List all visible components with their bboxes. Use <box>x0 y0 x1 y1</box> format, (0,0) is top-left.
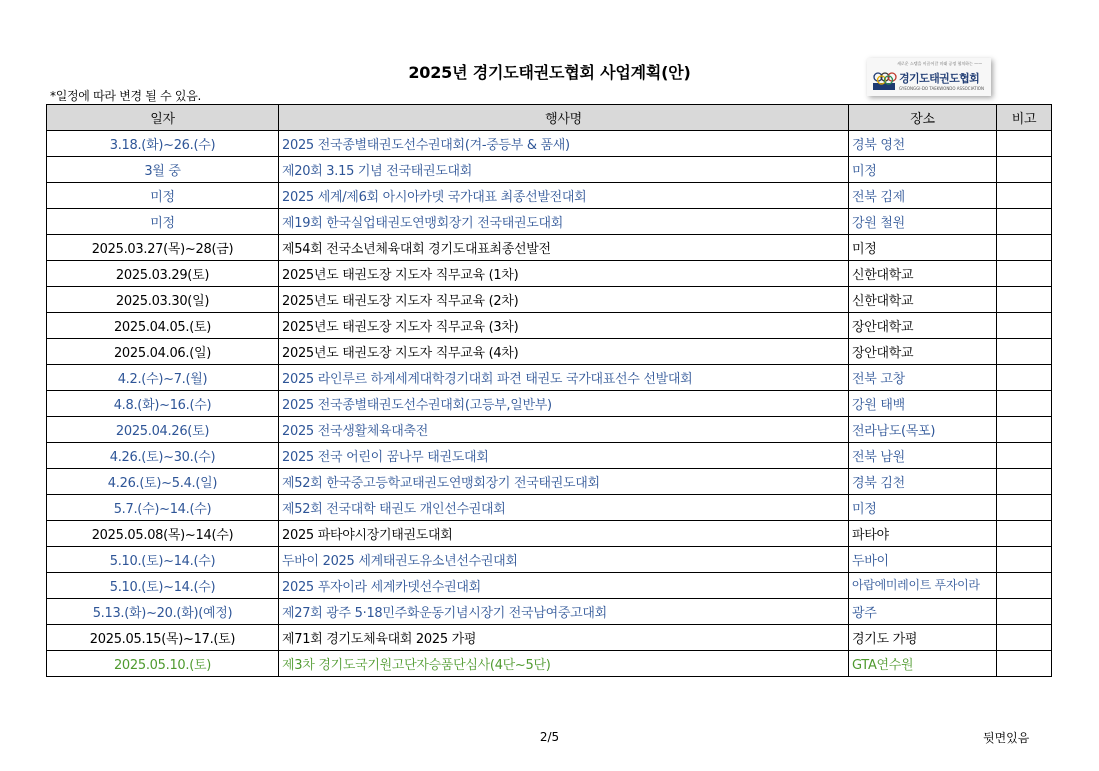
table-row <box>47 339 1052 365</box>
cell-remarks <box>997 365 1052 391</box>
table-row <box>47 183 1052 209</box>
cell-event: 2025 전국 어린이 꿈나무 태권도대회 <box>279 443 849 469</box>
cell-place: 장안대학교 <box>849 339 997 365</box>
cell-place: 미정 <box>849 495 997 521</box>
table-row <box>47 573 1052 599</box>
column-header-date: 일자 <box>47 105 279 131</box>
table-row <box>47 599 1052 625</box>
cell-place: 광주 <box>849 599 997 625</box>
cell-event: 2025년도 태권도장 지도자 직무교육 (3차) <box>279 313 849 339</box>
table-row <box>47 287 1052 313</box>
cell-date: 2025.05.08(목)~14(수) <box>47 521 279 547</box>
cell-remarks <box>997 391 1052 417</box>
cell-place: 경북 김천 <box>849 469 997 495</box>
cell-event: 2025 푸자이라 세계카뎃선수권대회 <box>279 573 849 599</box>
cell-remarks <box>997 313 1052 339</box>
cell-remarks <box>997 417 1052 443</box>
cell-date: 2025.04.26(토) <box>47 417 279 443</box>
cell-date: 5.10.(토)~14.(수) <box>47 573 279 599</box>
logo-english-name: GYEONGGI-DO TAEKWONDO ASSOCIATION <box>899 86 984 91</box>
cell-event: 2025 파타야시장기태권도대회 <box>279 521 849 547</box>
cell-place: 미정 <box>849 157 997 183</box>
cell-date: 5.7.(수)~14.(수) <box>47 495 279 521</box>
cell-event: 2025년도 태권도장 지도자 직무교육 (2차) <box>279 287 849 313</box>
cell-event: 제54회 전국소년체육대회 경기도대표최종선발전 <box>279 235 849 261</box>
cell-date: 4.2.(수)~7.(월) <box>47 365 279 391</box>
cell-event: 제71회 경기도체육대회 2025 가평 <box>279 625 849 651</box>
cell-date: 4.26.(토)~5.4.(일) <box>47 469 279 495</box>
cell-date: 3.18.(화)~26.(수) <box>47 131 279 157</box>
table-row <box>47 547 1052 573</box>
cell-place: 미정 <box>849 235 997 261</box>
business-plan-table <box>46 104 1052 677</box>
cell-remarks <box>997 521 1052 547</box>
cell-date: 2025.03.30(일) <box>47 287 279 313</box>
cell-date: 미정 <box>47 183 279 209</box>
cell-date: 2025.03.27(목)~28(금) <box>47 235 279 261</box>
cell-remarks <box>997 495 1052 521</box>
table-row <box>47 131 1052 157</box>
cell-date: 2025.05.10.(토) <box>47 651 279 677</box>
table-row <box>47 261 1052 287</box>
cell-event: 2025 라인루르 하계세계대학경기대회 파견 태권도 국가대표선수 선발대회 <box>279 365 849 391</box>
cell-date: 4.26.(토)~30.(수) <box>47 443 279 469</box>
cell-place: 경북 영천 <box>849 131 997 157</box>
cell-place: 두바이 <box>849 547 997 573</box>
logo-name: 경기도태권도협회 <box>899 72 980 85</box>
cell-place: GTA연수원 <box>849 651 997 677</box>
cell-remarks <box>997 183 1052 209</box>
table-header-row <box>47 105 1052 131</box>
cell-remarks <box>997 131 1052 157</box>
table-row <box>47 157 1052 183</box>
cell-date: 2025.03.29(토) <box>47 261 279 287</box>
cell-remarks <box>997 651 1052 677</box>
table-row <box>47 469 1052 495</box>
page-title: 2025년 경기도태권도협회 사업계획(안) <box>408 63 691 82</box>
cell-remarks <box>997 339 1052 365</box>
cell-event: 제27회 광주 5·18민주화운동기념시장기 전국남여중고대회 <box>279 599 849 625</box>
cell-remarks <box>997 547 1052 573</box>
cell-event: 제3차 경기도국기원고단자승품단심사(4단~5단) <box>279 651 849 677</box>
cell-event: 2025 전국종별태권도선수권대회(고등부,일반부) <box>279 391 849 417</box>
cell-place: 전북 고창 <box>849 365 997 391</box>
cell-remarks <box>997 235 1052 261</box>
cell-date: 2025.04.06.(일) <box>47 339 279 365</box>
cell-place: 전북 남원 <box>849 443 997 469</box>
cell-date: 4.8.(화)~16.(수) <box>47 391 279 417</box>
table-row <box>47 235 1052 261</box>
olympic-rings-icon <box>871 68 899 92</box>
cell-remarks <box>997 287 1052 313</box>
cell-event: 2025 세계/제6회 아시아카뎃 국가대표 최종선발전대회 <box>279 183 849 209</box>
cell-remarks <box>997 469 1052 495</box>
cell-event: 2025년도 태권도장 지도자 직무교육 (4차) <box>279 339 849 365</box>
cell-place: 신한대학교 <box>849 261 997 287</box>
cell-date: 3월 중 <box>47 157 279 183</box>
table-row <box>47 521 1052 547</box>
table-row <box>47 391 1052 417</box>
cell-date: 2025.04.05.(토) <box>47 313 279 339</box>
cell-remarks <box>997 261 1052 287</box>
cell-date: 미정 <box>47 209 279 235</box>
table-row <box>47 209 1052 235</box>
cell-event: 2025 전국종별태권도선수권대회(겨-중등부 & 품새) <box>279 131 849 157</box>
page-number: 2/5 <box>539 730 560 744</box>
cell-event: 2025 전국생활체육대축전 <box>279 417 849 443</box>
cell-date: 5.13.(화)~20.(화)(예정) <box>47 599 279 625</box>
cell-remarks <box>997 599 1052 625</box>
cell-remarks <box>997 209 1052 235</box>
table-row <box>47 443 1052 469</box>
association-logo <box>867 58 991 96</box>
cell-event: 제52회 전국대학 태권도 개인선수권대회 <box>279 495 849 521</box>
cell-place <box>849 573 997 599</box>
cell-event: 2025년도 태권도장 지도자 직무교육 (1차) <box>279 261 849 287</box>
cell-place-text: 아랍에미레이트 푸자이라 <box>852 578 980 592</box>
cell-event: 제52회 한국중고등학교태권도연맹회장기 전국태권도대회 <box>279 469 849 495</box>
cell-place: 강원 철원 <box>849 209 997 235</box>
table-row <box>47 417 1052 443</box>
continued-on-back-note: 뒷면있음 <box>983 731 1030 745</box>
column-header-place: 장소 <box>849 105 997 131</box>
logo-tagline: 새로운 스텝을 이끌어갈 미래 공정 협치하는 —— <box>897 61 983 66</box>
cell-remarks <box>997 625 1052 651</box>
table-row <box>47 313 1052 339</box>
table-row <box>47 495 1052 521</box>
cell-place: 전북 김제 <box>849 183 997 209</box>
cell-remarks <box>997 157 1052 183</box>
table-row <box>47 651 1052 677</box>
cell-event: 제20회 3.15 기념 전국태권도대회 <box>279 157 849 183</box>
column-header-event: 행사명 <box>279 105 849 131</box>
table-row <box>47 625 1052 651</box>
cell-event: 두바이 2025 세계태권도유소년선수권대회 <box>279 547 849 573</box>
cell-place: 전라남도(목포) <box>849 417 997 443</box>
cell-date: 5.10.(토)~14.(수) <box>47 547 279 573</box>
cell-place: 강원 태백 <box>849 391 997 417</box>
cell-remarks <box>997 443 1052 469</box>
cell-place: 파타야 <box>849 521 997 547</box>
column-header-remarks: 비고 <box>997 105 1052 131</box>
table-body <box>47 131 1052 677</box>
table-row <box>47 365 1052 391</box>
cell-date: 2025.05.15(목)~17.(토) <box>47 625 279 651</box>
cell-event: 제19회 한국실업태권도연맹회장기 전국태권도대회 <box>279 209 849 235</box>
cell-place: 장안대학교 <box>849 313 997 339</box>
cell-remarks <box>997 573 1052 599</box>
cell-place: 경기도 가평 <box>849 625 997 651</box>
schedule-change-note: *일정에 따라 변경 될 수 있음. <box>50 89 201 103</box>
cell-place: 신한대학교 <box>849 287 997 313</box>
